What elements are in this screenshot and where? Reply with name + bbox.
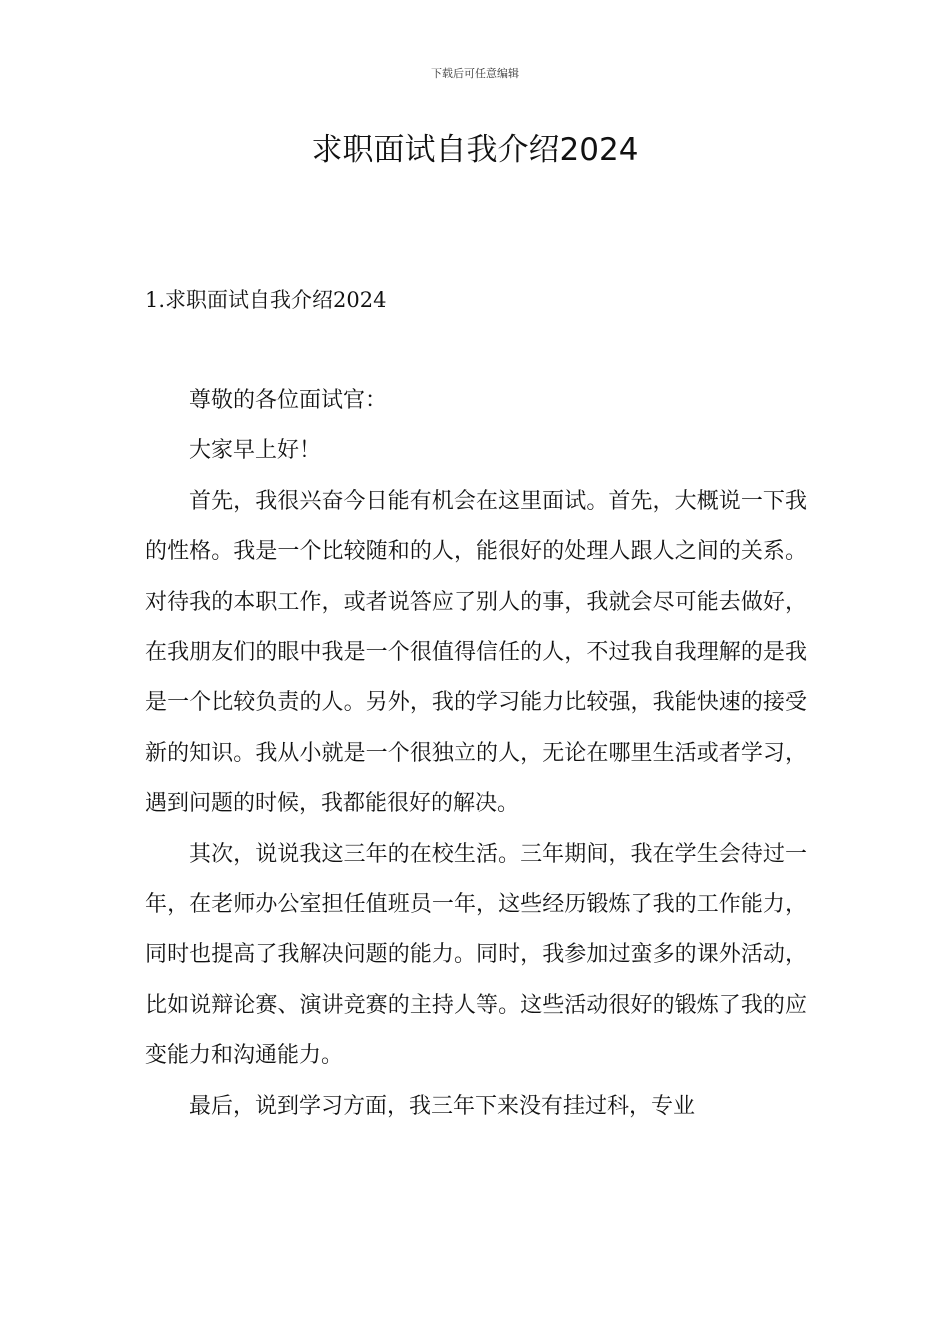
document-title: 求职面试自我介绍2024 xyxy=(311,132,639,168)
study-paragraph: 最后，说到学习方面，我三年下来没有挂过科，专业 xyxy=(189,1093,696,1119)
salutation-paragraph: 尊敬的各位面试官： xyxy=(189,388,388,413)
section-heading: 1.求职面试自我介绍2024 xyxy=(145,288,387,312)
document-body xyxy=(145,376,807,1132)
personality-paragraph: 首先，我很兴奋今日能有机会在这里面试。首先，大概说一下我的性格。我是一个比较随和的人，能很好的处理人跟人之间的关系。对待我的本职工作，或者说答应了别人的事，我就会尽可能去做好，在我朋友们的眼中我是一个很值得信任的人，不过我自我理解的是我是一个比较负责的人。另外，我的学习能力比较强，我能快速的接受新的知识。我从小就是一个很独立的人，无论在哪里生活或者学习，遇到问题的时候，我都能很好的解决。 xyxy=(145,488,807,817)
campus-life-paragraph: 其次，说说我这三年的在校生活。三年期间，我在学生会待过一年，在老师办公室担任值班员一年，这些经历锻炼了我的工作能力，同时也提高了我解决问题的能力。同时，我参加过蛮多的课外活动，比如说辩论赛、演讲竞赛的主持人等。这些活动很好的锻炼了我的应变能力和沟通能力。 xyxy=(145,841,807,1069)
header-note: 下载后可任意编辑 xyxy=(431,67,519,80)
greeting-paragraph: 大家早上好！ xyxy=(189,438,322,464)
